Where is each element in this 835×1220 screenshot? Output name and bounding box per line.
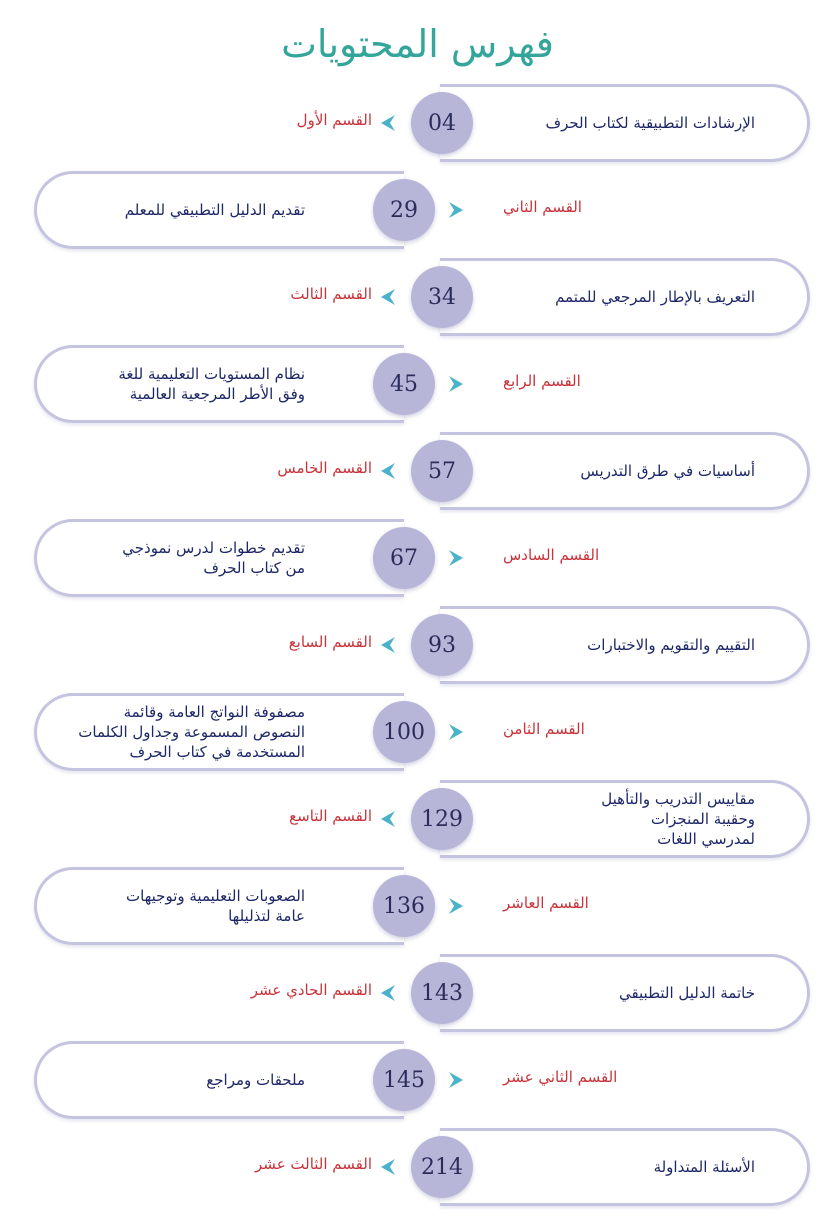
arrow-left-icon bbox=[380, 288, 396, 306]
section-label: القسم الحادي عشر bbox=[250, 981, 372, 999]
toc-entry-title: مصفوفة النواتج العامة وقائمة النصوص المسموعة وجداول الكلمات المستخدمة في كتاب الحرف bbox=[78, 703, 305, 761]
toc-entry[interactable] bbox=[0, 171, 835, 257]
arrow-left-icon bbox=[380, 810, 396, 828]
toc-entry[interactable] bbox=[0, 345, 835, 431]
toc-entry-title: الإرشادات التطبيقية لكتاب الحرف bbox=[545, 114, 755, 132]
section-label: القسم الرابع bbox=[503, 372, 581, 390]
arrow-right-icon bbox=[448, 723, 464, 741]
toc-entry-title-box bbox=[495, 780, 755, 858]
page-number-badge[interactable]: 04 bbox=[411, 92, 473, 154]
section-label: القسم الخامس bbox=[277, 459, 372, 477]
toc-entry-title-box bbox=[45, 345, 305, 423]
toc-entry-title: ملحقات ومراجع bbox=[206, 1071, 305, 1089]
toc-entry-title: نظام المستويات التعليمية للغة وفق الأطر المرجعية العالمية bbox=[118, 365, 305, 403]
arrow-left-icon bbox=[380, 636, 396, 654]
toc-entry-title: الأسئلة المتداولة bbox=[653, 1158, 755, 1176]
page-number-badge[interactable]: 143 bbox=[411, 962, 473, 1024]
arrow-right-icon bbox=[448, 549, 464, 567]
section-label: القسم الثالث عشر bbox=[255, 1155, 372, 1173]
toc-entry[interactable] bbox=[0, 519, 835, 605]
toc-entry[interactable] bbox=[0, 867, 835, 953]
toc-entry-title: التقييم والتقويم والاختبارات bbox=[587, 636, 755, 654]
toc-entry-title: تقديم خطوات لدرس نموذجي من كتاب الحرف bbox=[122, 539, 305, 577]
arrow-left-icon bbox=[380, 984, 396, 1002]
page-number-badge[interactable]: 45 bbox=[373, 353, 435, 415]
page-number-badge[interactable]: 214 bbox=[411, 1136, 473, 1198]
section-label: القسم الثاني عشر bbox=[503, 1068, 618, 1086]
toc-entry-title-box bbox=[45, 867, 305, 945]
toc-entry[interactable] bbox=[0, 606, 835, 692]
arrow-left-icon bbox=[380, 114, 396, 132]
arrow-right-icon bbox=[448, 201, 464, 219]
toc-entry[interactable] bbox=[0, 258, 835, 344]
section-label: القسم الثالث bbox=[290, 285, 372, 303]
toc-entry[interactable] bbox=[0, 954, 835, 1040]
page-number-badge[interactable]: 100 bbox=[373, 701, 435, 763]
toc-entry-title-box bbox=[45, 1041, 305, 1119]
page-number-badge[interactable]: 129 bbox=[411, 788, 473, 850]
toc-entry-title-box bbox=[495, 1128, 755, 1206]
section-label: القسم الأول bbox=[296, 111, 372, 129]
arrow-right-icon bbox=[448, 1071, 464, 1089]
section-label: القسم العاشر bbox=[503, 894, 589, 912]
toc-entry-title: مقاييس التدريب والتأهيل وحقيبة المنجزات لمدرسي اللغات bbox=[601, 790, 755, 848]
toc-entry-title-box bbox=[495, 258, 755, 336]
toc-entry[interactable] bbox=[0, 1041, 835, 1127]
section-label: القسم التاسع bbox=[289, 807, 372, 825]
toc-entry[interactable] bbox=[0, 1128, 835, 1214]
arrow-left-icon bbox=[380, 1158, 396, 1176]
page-number-badge[interactable]: 93 bbox=[411, 614, 473, 676]
page-number-badge[interactable]: 67 bbox=[373, 527, 435, 589]
section-label: القسم الثاني bbox=[503, 198, 582, 216]
toc-entry-title-box bbox=[45, 171, 305, 249]
toc-entry[interactable] bbox=[0, 432, 835, 518]
toc-entry-title-box bbox=[495, 432, 755, 510]
toc-entry-title: الصعوبات التعليمية وتوجيهات عامة لتذليلها bbox=[126, 887, 305, 925]
toc-entry-title: تقديم الدليل التطبيقي للمعلم bbox=[124, 201, 305, 219]
section-label: القسم السادس bbox=[503, 546, 600, 564]
toc-entry[interactable] bbox=[0, 780, 835, 866]
page-number-badge[interactable]: 57 bbox=[411, 440, 473, 502]
toc-entry-title: التعريف بالإطار المرجعي للمتمم bbox=[555, 288, 755, 306]
page-title: فهرس المحتويات bbox=[281, 22, 554, 66]
section-label: القسم السابع bbox=[288, 633, 372, 651]
arrow-right-icon bbox=[448, 375, 464, 393]
arrow-right-icon bbox=[448, 897, 464, 915]
toc-entry-title-box bbox=[45, 693, 305, 771]
toc-entry-title-box bbox=[495, 606, 755, 684]
page-number-badge[interactable]: 29 bbox=[373, 179, 435, 241]
toc-entry[interactable] bbox=[0, 84, 835, 170]
toc-entry-title-box bbox=[45, 519, 305, 597]
toc-entry-title-box bbox=[495, 84, 755, 162]
toc-entry-title: أساسيات في طرق التدريس bbox=[580, 462, 755, 480]
toc-entry[interactable] bbox=[0, 693, 835, 779]
page-number-badge[interactable]: 34 bbox=[411, 266, 473, 328]
arrow-left-icon bbox=[380, 462, 396, 480]
page-number-badge[interactable]: 136 bbox=[373, 875, 435, 937]
toc-entry-title-box bbox=[495, 954, 755, 1032]
section-label: القسم الثامن bbox=[503, 720, 585, 738]
toc-entry-title: خاتمة الدليل التطبيقي bbox=[618, 984, 755, 1002]
page-number-badge[interactable]: 145 bbox=[373, 1049, 435, 1111]
